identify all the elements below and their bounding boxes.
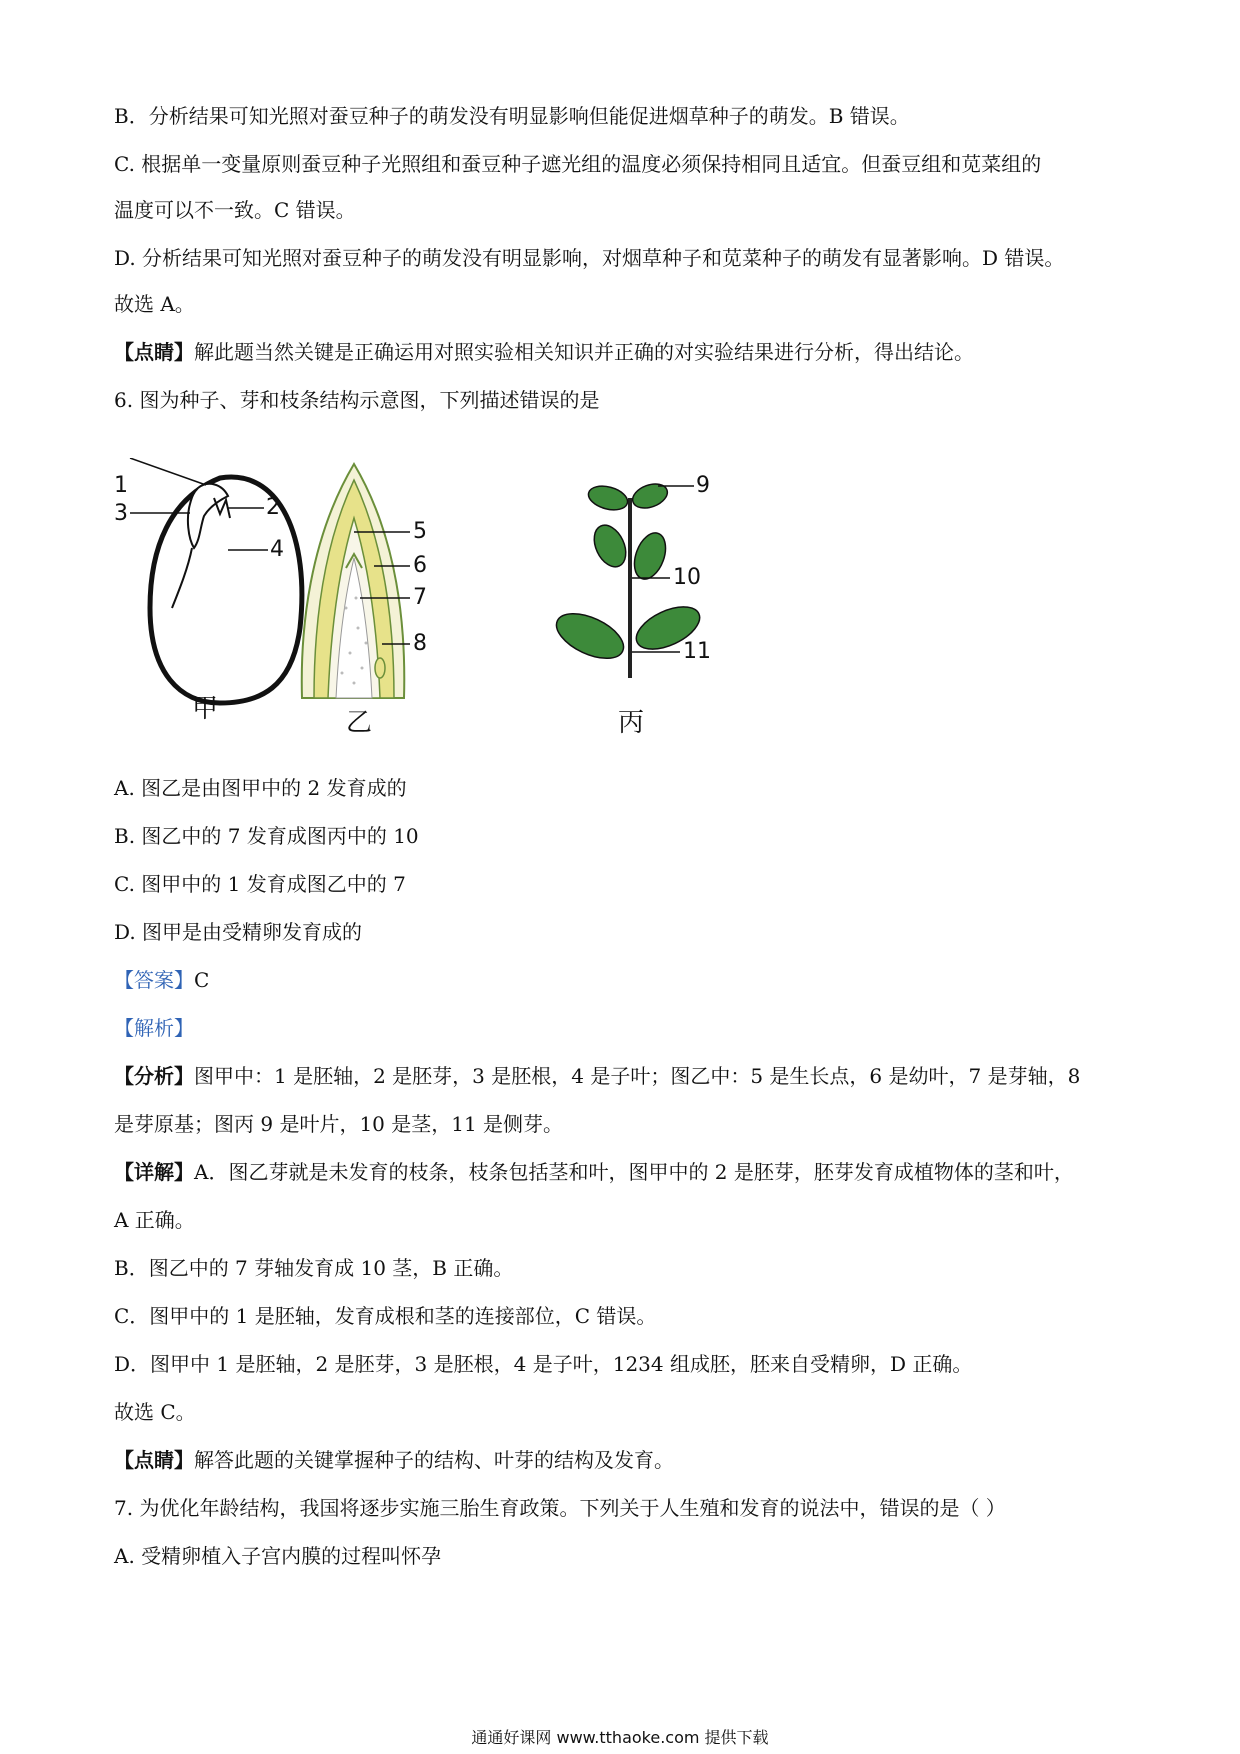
xiangjie-line-4: C．图甲中的 1 是胚轴，发育成根和茎的连接部位，C 错误。 xyxy=(114,1304,657,1328)
text-line: 温度可以不一致。C 错误。 xyxy=(114,198,356,222)
xiangjie-line-3: B．图乙中的 7 芽轴发育成 10 茎，B 正确。 xyxy=(114,1256,514,1280)
caption-jia: 甲 xyxy=(192,694,219,724)
question-7: 7. 为优化年龄结构，我国将逐步实施三胎生育政策。下列关于人生殖和发育的说法中，错误的是（ ） xyxy=(114,1496,1006,1520)
dianjing-tag-2: 【点睛】 xyxy=(114,1448,194,1472)
fenxi-line-2: 是芽原基；图丙 9 是叶片，10 是茎，11 是侧芽。 xyxy=(114,1112,564,1136)
answer-line xyxy=(114,966,1134,994)
label-2: 2 xyxy=(266,495,280,520)
option-d: D. 图甲是由受精卵发育成的 xyxy=(114,920,363,944)
question-7-option-a: A. 受精卵植入子宫内膜的过程叫怀孕 xyxy=(114,1544,442,1568)
label-8: 8 xyxy=(413,631,427,656)
label-6: 6 xyxy=(413,553,427,578)
bud-diagram xyxy=(302,464,427,698)
dianjing-line xyxy=(114,1446,1134,1474)
xiangjie-line-1 xyxy=(114,1158,1134,1186)
caption-bing: 丙 xyxy=(618,708,645,738)
answer-tag: 【答案】 xyxy=(114,968,194,992)
xiangjie-tag: 【详解】 xyxy=(114,1160,194,1184)
text-line xyxy=(114,338,1134,366)
plant-structure-figure xyxy=(110,458,750,758)
text-line: D. 分析结果可知光照对蚕豆种子的萌发没有明显影响，对烟草种子和苋菜种子的萌发有显著影响。D 错误。 xyxy=(114,246,1065,270)
label-11: 11 xyxy=(683,639,711,664)
caption-yi: 乙 xyxy=(346,708,373,738)
text-line: 故选 A。 xyxy=(114,292,195,316)
dianjing-text-2: 解答此题的关键掌握种子的结构、叶芽的结构及发育。 xyxy=(194,1448,674,1472)
label-7: 7 xyxy=(413,585,427,610)
xiangjie-text-1: A．图乙芽就是未发育的枝条，枝条包括茎和叶，图甲中的 2 是胚芽，胚芽发育成植物体的茎和叶， xyxy=(194,1160,1074,1184)
page-footer: 通通好课网 www.tthaoke.com 提供下载 xyxy=(471,1728,769,1747)
label-10: 10 xyxy=(673,565,701,590)
label-4: 4 xyxy=(270,537,284,562)
label-9: 9 xyxy=(696,473,710,498)
fenxi-text-1: 图甲中：1 是胚轴，2 是胚芽，3 是胚根，4 是子叶；图乙中：5 是生长点，6 是幼叶，7 是芽轴，8 xyxy=(194,1064,1081,1088)
option-a: A. 图乙是由图甲中的 2 发育成的 xyxy=(114,776,407,800)
label-5: 5 xyxy=(413,519,427,544)
option-c: C. 图甲中的 1 发育成图乙中的 7 xyxy=(114,872,406,896)
fenxi-tag: 【分析】 xyxy=(114,1064,194,1088)
jiexi-tag: 【解析】 xyxy=(114,1016,194,1040)
dianjing-text: 解此题当然关键是正确运用对照实验相关知识并正确的对实验结果进行分析，得出结论。 xyxy=(194,340,974,364)
text-line: C. 根据单一变量原则蚕豆种子光照组和蚕豆种子遮光组的温度必须保持相同且适宜。但蚕豆组和苋菜组的 xyxy=(114,152,1042,176)
xiangjie-line-6: 故选 C。 xyxy=(114,1400,196,1424)
label-1: 1 xyxy=(114,473,128,498)
option-b: B. 图乙中的 7 发育成图丙中的 10 xyxy=(114,824,419,848)
text-line: B．分析结果可知光照对蚕豆种子的萌发没有明显影响但能促进烟草种子的萌发。B 错误。 xyxy=(114,104,910,128)
fenxi-line-1 xyxy=(114,1062,1134,1090)
dianjing-tag: 【点睛】 xyxy=(114,340,194,364)
branch-diagram xyxy=(550,473,711,678)
xiangjie-line-2: A 正确。 xyxy=(114,1208,195,1232)
answer-value: C xyxy=(194,968,210,992)
xiangjie-line-5: D．图甲中 1 是胚轴，2 是胚芽，3 是胚根，4 是子叶，1234 组成胚，胚来自受精卵，D 正确。 xyxy=(114,1352,973,1376)
question-6: 6. 图为种子、芽和枝条结构示意图，下列描述错误的是 xyxy=(114,388,600,412)
seed-diagram xyxy=(114,458,302,703)
label-3: 3 xyxy=(114,501,128,526)
